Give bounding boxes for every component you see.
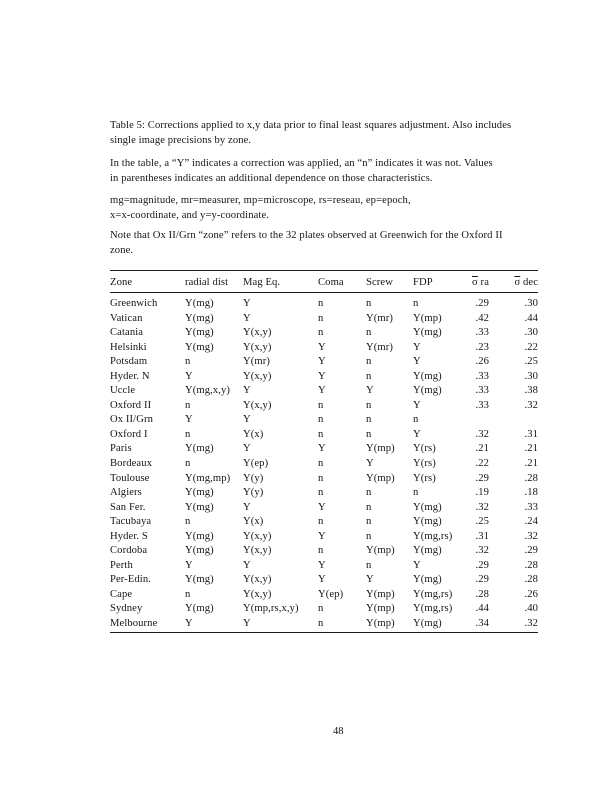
table-cell: n [185, 428, 191, 440]
table-cell: Y(mg) [185, 530, 214, 542]
table-row [110, 515, 538, 530]
table-cell: n [366, 428, 372, 440]
table-cell: Y(mp) [366, 472, 395, 484]
table-cell: Greenwich [110, 298, 158, 309]
table-cell: Y [366, 458, 374, 470]
table-cell: .33 [475, 370, 489, 382]
table-cell: Ox II/Grn [110, 414, 153, 426]
table-cell: Vatican [110, 312, 143, 324]
table-cell: Y [243, 385, 251, 397]
table-cell: .22 [475, 458, 489, 470]
table-cell: Y [366, 385, 374, 397]
table-cell: Oxford II [110, 399, 152, 411]
table-cell: Y(mg,rs) [413, 588, 453, 600]
table-cell: Y [413, 356, 421, 368]
table-row [110, 399, 538, 414]
table-cell: .25 [475, 516, 489, 528]
table-cell: n [366, 559, 372, 571]
table-header-row [110, 276, 538, 290]
table-cell: .31 [524, 428, 538, 440]
table-cell: .22 [524, 341, 538, 353]
table-cell: Y(x,y) [243, 399, 272, 411]
table-cell: n [366, 414, 372, 426]
table-cell: Toulouse [110, 472, 150, 484]
table-cell: Y [243, 501, 251, 513]
table-cell: Y(mg) [413, 370, 442, 382]
table-cell: Y(x,y) [243, 370, 272, 382]
table-cell: Y(mg) [185, 312, 214, 324]
table-cell: Hyder. S [110, 530, 148, 542]
page-number: 48 [333, 726, 344, 737]
column-header-radial-dist: radial dist [185, 277, 229, 288]
table-cell: .24 [524, 516, 538, 528]
table-row [110, 341, 538, 356]
table-cell: .30 [524, 370, 538, 382]
table-cell: Y(ep) [243, 458, 269, 470]
table-cell: .31 [475, 530, 489, 542]
table-cell: n [318, 545, 324, 557]
table-row [110, 413, 538, 428]
table-cell: Y(mp) [366, 618, 395, 630]
table-cell: Y(mg) [185, 443, 214, 455]
legend-paragraph [110, 156, 538, 186]
table-cell: .33 [475, 399, 489, 411]
table-cell: Uccle [110, 385, 136, 397]
table-row [110, 457, 538, 472]
table-bottom-rule [110, 632, 538, 633]
column-header-sigma-ra [466, 276, 489, 290]
note-paragraph [110, 228, 538, 258]
table-cell: Y(mg) [413, 501, 442, 513]
table-cell: Y(mg,rs) [413, 603, 453, 615]
table-cell: Y(mg) [185, 603, 214, 615]
table-cell: .18 [524, 487, 538, 499]
table-cell: .30 [524, 327, 538, 339]
table-cell: n [413, 298, 419, 309]
table-row [110, 588, 538, 603]
table-cell: Y(mg) [413, 327, 442, 339]
sigma-bar-symbol: $\overline{\sigma}$ [514, 277, 521, 288]
table-cell: Y(ep) [318, 588, 344, 600]
table-cell: Y(mg) [185, 487, 214, 499]
table-cell: Y(mr) [366, 341, 393, 353]
table-cell: Y(mg) [185, 545, 214, 557]
table-cell: .28 [524, 559, 538, 571]
table-cell: .29 [475, 559, 489, 571]
table-cell: Y [413, 341, 421, 353]
table-cell: .28 [524, 574, 538, 586]
table-cell: .23 [475, 341, 489, 353]
table-cell: .26 [524, 588, 538, 600]
table-cell: .29 [524, 545, 538, 557]
table-cell: Y(rs) [413, 458, 436, 470]
table-cell: n [185, 458, 191, 470]
table-cell: .33 [475, 385, 489, 397]
table-cell: n [366, 501, 372, 513]
table-cell: Oxford I [110, 428, 148, 440]
table-cell: n [318, 298, 324, 309]
table-cell: Y(mp) [366, 588, 395, 600]
table-cell: Y(mg,mp) [185, 472, 231, 484]
table-row [110, 370, 538, 385]
table-cell: .30 [524, 298, 538, 309]
table-cell: Y(rs) [413, 472, 436, 484]
table-row [110, 559, 538, 574]
column-header-zone: Zone [110, 277, 133, 288]
table-cell: n [318, 603, 324, 615]
table-cell: n [366, 530, 372, 542]
table-caption [110, 118, 538, 148]
note-line: Note that Ox II/Grn “zone” refers to the 32 plates observed at Greenwich for the Oxford II [110, 230, 503, 241]
table-cell: Y(mp) [366, 603, 395, 615]
table-cell: Y [413, 559, 421, 571]
table-cell: n [185, 588, 191, 600]
table-cell: .32 [475, 428, 489, 440]
table-cell: n [185, 516, 191, 528]
table-row [110, 384, 538, 399]
table-cell: Y(x,y) [243, 588, 272, 600]
table-row [110, 486, 538, 501]
column-header-fdp: FDP [413, 277, 433, 288]
table-cell: Y(mg) [185, 341, 214, 353]
table-cell: Y [318, 385, 326, 397]
table-cell: Y(mg) [413, 574, 442, 586]
table-cell: Hyder. N [110, 370, 150, 382]
column-header-sigma-dec [489, 276, 538, 290]
table-cell: n [366, 356, 372, 368]
table-cell: Sydney [110, 603, 143, 615]
table-cell: Cordoba [110, 545, 148, 557]
note-line: zone. [110, 245, 134, 256]
table-cell: Y [318, 530, 326, 542]
table-cell: Bordeaux [110, 458, 152, 470]
table-cell: Y(y) [243, 472, 264, 484]
table-cell: .29 [475, 574, 489, 586]
table-cell: Y(mg) [413, 516, 442, 528]
table-cell: .34 [475, 618, 489, 630]
table-row [110, 573, 538, 588]
table-cell: .32 [524, 530, 538, 542]
table-cell: Y(mp) [366, 443, 395, 455]
table-cell: Y [243, 443, 251, 455]
table-cell: Y(mg,rs) [413, 530, 453, 542]
table-cell: .29 [475, 298, 489, 309]
table-cell: Y [318, 341, 326, 353]
table-cell: n [318, 487, 324, 499]
sigma-bar-symbol: $\overline{\sigma}$ [472, 277, 478, 288]
table-row [110, 530, 538, 545]
table-cell: Y(mg) [413, 545, 442, 557]
table-cell: n [318, 458, 324, 470]
column-header-mag-eq: Mag Eq. [243, 277, 281, 288]
table-body [110, 297, 538, 632]
table-cell: n [366, 298, 372, 309]
table-cell: .33 [524, 501, 538, 513]
table-cell: Catania [110, 327, 144, 339]
table-row [110, 472, 538, 487]
abbreviation-line: mg=magnitude, mr=measurer, mp=microscope, rs=reseau, ep=epoch, [110, 195, 411, 206]
table-cell: Perth [110, 559, 133, 571]
table-cell: Y [243, 414, 251, 426]
table-cell: Y(mr) [366, 312, 393, 324]
table-cell: .33 [475, 327, 489, 339]
table-cell [466, 413, 489, 428]
table-cell: n [318, 618, 324, 630]
table-cell: n [185, 399, 191, 411]
table-cell: .44 [524, 312, 538, 324]
table-cell: .29 [475, 472, 489, 484]
table-cell: .32 [475, 545, 489, 557]
table-cell: Y [243, 618, 251, 630]
table-cell: Y [318, 501, 326, 513]
table-cell: Y(x,y) [243, 574, 272, 586]
sigma-ra-label: ra [477, 277, 489, 288]
table-row [110, 326, 538, 341]
column-header-screw: Screw [366, 277, 393, 288]
table-cell: .21 [475, 443, 489, 455]
table-cell: Y(mg) [185, 574, 214, 586]
table-cell: n [318, 312, 324, 324]
table-cell: n [318, 428, 324, 440]
table-cell: .25 [524, 356, 538, 368]
caption-line: Table 5: Corrections applied to x,y data prior to final least squares adjustment. Also includes [110, 120, 512, 131]
table-cell: n [318, 399, 324, 411]
table-cell: Algiers [110, 487, 142, 499]
table-cell: Y(mr) [243, 356, 270, 368]
table-cell: Tacubaya [110, 516, 152, 528]
table-cell: Y [318, 370, 326, 382]
table-cell: n [366, 487, 372, 499]
table-cell: .26 [475, 356, 489, 368]
table-cell: Y [318, 574, 326, 586]
table-cell: Y(y) [243, 487, 264, 499]
table-cell: Y(rs) [413, 443, 436, 455]
table-cell: San Fer. [110, 501, 146, 513]
table-cell: Y(x,y) [243, 545, 272, 557]
table-cell: n [185, 356, 191, 368]
table-cell: Y [318, 356, 326, 368]
table-cell: Y [413, 399, 421, 411]
table-row [110, 428, 538, 443]
table-cell: Melbourne [110, 618, 158, 630]
table-cell: .42 [475, 312, 489, 324]
table-row [110, 297, 538, 312]
table-cell: n [366, 399, 372, 411]
table-cell: Y(mg,x,y) [185, 385, 231, 397]
table-cell: n [366, 370, 372, 382]
table-cell: Y(x,y) [243, 530, 272, 542]
caption-line: single image precisions by zone. [110, 135, 252, 146]
table-cell: Y [185, 370, 193, 382]
table-cell: .32 [524, 618, 538, 630]
table-cell: n [318, 327, 324, 339]
table-row [110, 312, 538, 327]
table-cell: Y(mp) [413, 312, 442, 324]
table-cell: Y [185, 618, 193, 630]
table-cell: Y [185, 414, 193, 426]
table-cell: n [413, 414, 419, 426]
table-row [110, 617, 538, 632]
table-cell: Y(mp,rs,x,y) [243, 603, 299, 615]
table-cell: n [318, 472, 324, 484]
table-cell: Y(x,y) [243, 341, 272, 353]
table-cell: Y [318, 443, 326, 455]
table-cell: .44 [475, 603, 489, 615]
table-row [110, 355, 538, 370]
table-cell: .38 [524, 385, 538, 397]
table-cell: Y [413, 428, 421, 440]
table-cell: Y [318, 559, 326, 571]
legend-line: In the table, a “Y” indicates a correction was applied, an “n” indicates it was not. Values [110, 158, 493, 169]
table-cell: Y(x) [243, 516, 264, 528]
table-cell: Y [185, 559, 193, 571]
table-cell: Y(mp) [366, 545, 395, 557]
table-cell: Y [366, 574, 374, 586]
table-cell: .28 [524, 472, 538, 484]
table-cell [489, 413, 538, 428]
column-header-coma: Coma [318, 277, 344, 288]
table-cell: .21 [524, 458, 538, 470]
table-cell: n [318, 414, 324, 426]
table-cell: Y(mg) [185, 501, 214, 513]
table-cell: Potsdam [110, 356, 148, 368]
table-cell: Helsinki [110, 341, 147, 353]
table-top-rule [110, 270, 538, 271]
table-header-rule [110, 292, 538, 293]
table-cell: Y [243, 298, 251, 309]
abbreviation-line: x=x-coordinate, and y=y-coordinate. [110, 210, 269, 221]
table-cell: n [413, 487, 419, 499]
table-row [110, 501, 538, 516]
sigma-dec-label: dec [520, 277, 538, 288]
table-cell: Paris [110, 443, 132, 455]
table-cell: Y(mg) [413, 618, 442, 630]
table-cell: Y(mg) [185, 327, 214, 339]
table-row [110, 602, 538, 617]
table-cell: Y(mg) [413, 385, 442, 397]
table-cell: n [366, 516, 372, 528]
table-cell: Y [243, 559, 251, 571]
table-cell: Y(x,y) [243, 327, 272, 339]
legend-line: in parentheses indicates an additional dependence on those characteristics. [110, 173, 433, 184]
table-cell: .21 [524, 443, 538, 455]
table-row [110, 544, 538, 559]
table-row [110, 442, 538, 457]
table-cell: Cape [110, 588, 133, 600]
table-cell: .40 [524, 603, 538, 615]
table-cell: .32 [475, 501, 489, 513]
table-cell: Y(mg) [185, 298, 214, 309]
table-cell: .19 [475, 487, 489, 499]
table-cell: .32 [524, 399, 538, 411]
table-cell: n [318, 516, 324, 528]
table-cell: Y(x) [243, 428, 264, 440]
table-cell: n [366, 327, 372, 339]
table-cell: Y [243, 312, 251, 324]
table-cell: .28 [475, 588, 489, 600]
table-cell: Per-Edin. [110, 574, 151, 586]
abbreviations-paragraph [110, 193, 538, 223]
